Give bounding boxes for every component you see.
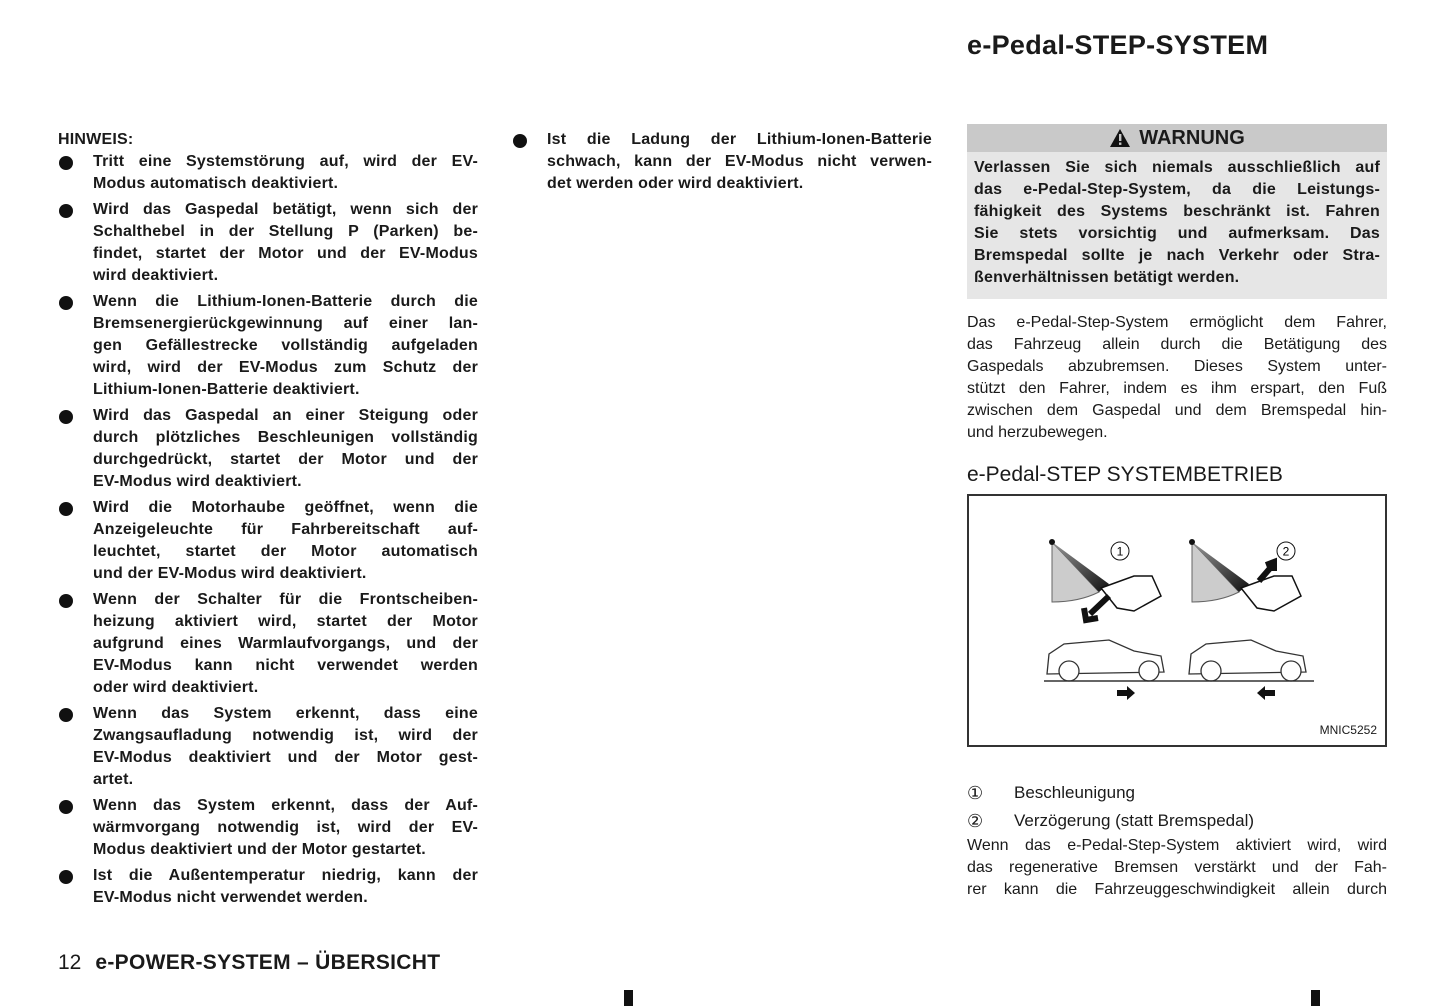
figure-code: MNIC5252: [1319, 723, 1377, 737]
text-line: Anzeigeleuchte für Fahrbereitschaft auf-: [93, 521, 478, 538]
note-item: [58, 497, 478, 585]
text-line: das regenerative Bremsen verstärkt und der Fah-: [967, 859, 1387, 876]
note-item: [58, 795, 478, 861]
bullet-icon: [59, 708, 73, 722]
text-line: Modus automatisch deaktiviert.: [93, 175, 339, 192]
text-line: Wenn das System erkennt, dass eine: [93, 705, 478, 722]
text-line: aufgrund eines Warmlaufvorgangs, und der: [93, 635, 478, 652]
text-line: Modus deaktiviert und der Motor gestartet.: [93, 841, 426, 858]
legend-number: ②: [967, 811, 984, 831]
bullet-icon: [59, 410, 73, 424]
pedal-diagram: [969, 496, 1385, 741]
text-line: wird, wird der EV-Modus zum Schutz der: [93, 359, 478, 376]
text-line: Sie stets vorsichtig und aufmerksam. Das: [974, 225, 1380, 242]
text-line: Wird das Gaspedal betätigt, wenn sich der: [93, 201, 478, 218]
note-item: [512, 129, 932, 195]
notes-column: [58, 129, 478, 913]
legend-number: ①: [967, 783, 984, 803]
note-heading: HINWEIS:: [58, 131, 134, 148]
page-title: e-Pedal-STEP-SYSTEM: [967, 30, 1269, 60]
note-list: [58, 151, 478, 909]
warning-header: [967, 124, 1387, 152]
accelerate-scene: [1049, 539, 1161, 620]
bullet-icon: [59, 594, 73, 608]
note-item: [58, 703, 478, 791]
text-line: durchgedrückt, startet der Motor und der: [93, 451, 478, 468]
text-line: EV-Modus deaktiviert und der Motor gest-: [93, 749, 478, 766]
bullet-icon: [59, 870, 73, 884]
text-line: das Fahrzeug allein durch die Betätigung des: [967, 336, 1387, 353]
warning-title: WARNUNG: [1139, 126, 1245, 149]
bullet-icon: [513, 134, 527, 148]
text-line: Wenn der Schalter für die Frontscheiben-: [93, 591, 478, 608]
backward-arrow-icon: [1257, 686, 1275, 700]
text-line: Schalthebel in der Stellung P (Parken) be-: [93, 223, 478, 240]
e-pedal-section: [967, 124, 1387, 901]
note-item: [58, 291, 478, 401]
text-line: Wenn das e-Pedal-Step-System aktiviert wird, wird: [967, 837, 1387, 854]
legend-text: Verzögerung (statt Bremspedal): [1014, 811, 1255, 830]
text-line: leuchtet, startet der Motor automatisch: [93, 543, 478, 560]
bullet-icon: [59, 204, 73, 218]
section-name: e-POWER-SYSTEM – ÜBERSICHT: [95, 951, 441, 974]
text-line: gen Gefällestrecke vollständig aufgeladen: [93, 337, 478, 354]
text-line: det werden oder wird deaktiviert.: [547, 175, 804, 192]
bullet-icon: [59, 800, 73, 814]
figure-legend: [967, 779, 1387, 835]
text-line: EV-Modus wird deaktiviert.: [93, 473, 302, 490]
text-line: und herzubewegen.: [967, 424, 1108, 441]
text-line: Ist die Außentemperatur niedrig, kann der: [93, 867, 478, 884]
warning-body: [967, 152, 1387, 299]
figure-label-1: 1: [1116, 544, 1124, 559]
text-line: Gaspedals abzubremsen. Dieses System unter-: [967, 358, 1387, 375]
text-line: Ist die Ladung der Lithium-Ionen-Batterie: [547, 131, 932, 148]
page-footer: [58, 951, 440, 975]
text-line: wird deaktiviert.: [93, 267, 219, 284]
warning-triangle-icon: [1109, 128, 1131, 148]
pedal-illustration: [967, 494, 1387, 747]
bullet-icon: [59, 296, 73, 310]
text-line: EV-Modus nicht verwendet werden.: [93, 889, 368, 906]
page-number: 12: [58, 951, 82, 974]
note-item: [58, 589, 478, 699]
note-item: [58, 151, 478, 195]
text-line: Bremspedal sollte je nach Verkehr oder Stra-: [974, 247, 1380, 264]
text-line: Das e-Pedal-Step-System ermöglicht dem Fahrer,: [967, 314, 1387, 331]
legend-item: [967, 807, 1387, 835]
text-line: Zwangsaufladung notwendig ist, wird der: [93, 727, 478, 744]
text-line: findet, startet der Motor und der EV-Modus: [93, 245, 478, 262]
note-list: [512, 129, 932, 195]
bullet-icon: [59, 502, 73, 516]
text-line: heizung aktiviert wird, startet der Motor: [93, 613, 478, 630]
text-line: rer kann die Fahrzeuggeschwindigkeit allein durch: [967, 881, 1387, 898]
legend-text: Beschleunigung: [1014, 783, 1135, 802]
text-line: artet.: [93, 771, 134, 788]
text-line: ßenverhältnissen betätigt werden.: [974, 269, 1240, 286]
note-item: [58, 865, 478, 909]
text-line: Wird das Gaspedal an einer Steigung oder: [93, 407, 478, 424]
bullet-icon: [59, 156, 73, 170]
forward-arrow-icon: [1117, 686, 1135, 700]
text-line: Wenn die Lithium-Ionen-Batterie durch die: [93, 293, 478, 310]
text-line: und der EV-Modus wird deaktiviert.: [93, 565, 367, 582]
text-line: Wird die Motorhaube geöffnet, wenn die: [93, 499, 478, 516]
notes-column-continued: [512, 129, 932, 199]
text-line: oder wird deaktiviert.: [93, 679, 259, 696]
text-line: Bremsenergierückgewinnung auf einer lan-: [93, 315, 478, 332]
text-line: wärmvorgang notwendig ist, wird der EV-: [93, 819, 478, 836]
intro-paragraph: [967, 312, 1387, 444]
text-line: EV-Modus kann nicht verwendet werden: [93, 657, 478, 674]
text-line: Verlassen Sie sich niemals ausschließlich auf: [974, 159, 1380, 176]
text-line: das e-Pedal-Step-System, da die Leistungs-: [974, 181, 1380, 198]
text-line: Tritt eine Systemstörung auf, wird der EV-: [93, 153, 478, 170]
legend-item: [967, 779, 1387, 807]
note-item: [58, 199, 478, 287]
decelerate-scene: [1189, 539, 1301, 611]
text-line: stützt den Fahrer, indem es ihm erspart, den Fuß: [967, 380, 1387, 397]
text-line: zwischen dem Gaspedal und dem Bremspedal hin-: [967, 402, 1387, 419]
text-line: Lithium-Ionen-Batterie deaktiviert.: [93, 381, 360, 398]
text-line: durch plötzliches Beschleunigen vollständig: [93, 429, 478, 446]
text-line: schwach, kann der EV-Modus nicht verwen-: [547, 153, 932, 170]
subheading: e-Pedal-STEP SYSTEMBETRIEB: [967, 463, 1283, 486]
closing-paragraph: [967, 835, 1387, 901]
text-line: Wenn das System erkennt, dass der Auf-: [93, 797, 478, 814]
note-item: [58, 405, 478, 493]
text-line: fähigkeit des Systems beschränkt ist. Fahren: [974, 203, 1380, 220]
figure-label-2: 2: [1282, 544, 1290, 559]
